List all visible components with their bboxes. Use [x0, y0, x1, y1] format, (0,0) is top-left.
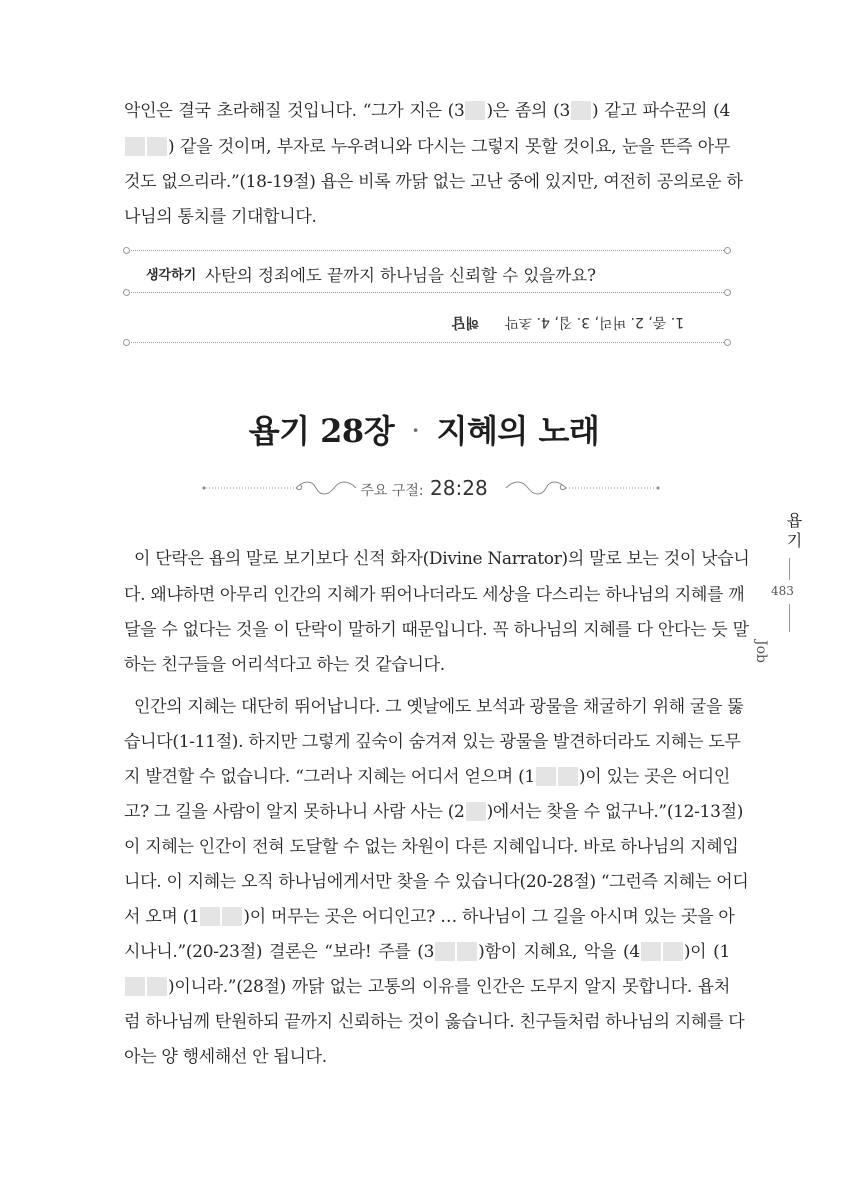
- text-line: 하는 친구들을 어리석다고 하는 것 같습니다.: [124, 655, 445, 675]
- blank: [536, 767, 556, 786]
- text-line: 인간의 지혜는 대단히 뛰어납니다. 그 옛날에도 보석과 광물을 채굴하기 위해 굴을 뚫: [134, 697, 744, 717]
- text-line: 달을 수 없다는 것을 이 단락이 말하기 때문입니다. 꼭 하나님의 지혜를 다 안다는 듯 말: [124, 620, 749, 640]
- blank: [147, 977, 167, 996]
- blank: [147, 137, 167, 156]
- think-label: 생각하기: [146, 268, 197, 283]
- blank: [435, 942, 455, 961]
- blank: [466, 802, 486, 821]
- text-line: 다. 왜냐하면 아무리 인간의 지혜가 뛰어나더라도 세상을 다스리는 하나님의 지혜를 깨: [124, 585, 745, 605]
- text-line: ) 같을 것이며, 부자로 누우려니와 다시는 그렇지 못할 것이요, 눈을 뜬즉 아무: [124, 132, 730, 157]
- divider-end: [724, 247, 731, 254]
- text-line: 지 발견할 수 없습니다. “그러나 지혜는 어디서 얻으며 (1 )이 있는 곳은 어디인: [124, 767, 730, 787]
- text-line: 니다. 이 지혜는 오직 하나님에게서만 찾을 수 있습니다(20-28절) “그런즉 지혜는 어디: [124, 872, 749, 892]
- text-line: 럼 하나님께 탄원하되 끝까지 신뢰하는 것이 옳습니다. 친구들처럼 하나님의 지혜를 다: [124, 1012, 745, 1032]
- answer-key-upside-down: 1. 좀, 2. 버리, 3. 집, 4. 초막해답: [452, 314, 685, 330]
- right-flourish-icon: [494, 476, 662, 500]
- divider: [128, 292, 728, 293]
- text-line: 서 오며 (1 )이 머무는 곳은 어디인고? … 하나님이 그 길을 아시며 있는 곳을 아: [124, 907, 735, 927]
- text-line: 나님의 통치를 기대합니다.: [124, 207, 317, 227]
- text-line: 시나니.”(20-23절) 결론은 “보라! 주를 (3 )함이 지혜요, 악을 (4 )이 (1: [124, 942, 730, 962]
- think-question: 사탄의 정죄에도 끝까지 하나님을 신뢰할 수 있을까요?: [205, 266, 596, 285]
- blank: [571, 101, 591, 120]
- blank: [125, 137, 145, 156]
- divider-end: [123, 289, 130, 296]
- text-line: 이 단락은 욥의 말로 보기보다 신적 화자(Divine Narrator)의 말로 보는 것이 낫습니: [134, 549, 750, 569]
- text-line: 악인은 결국 초라해질 것입니다. “그가 지은 (3 )은 좀의 (3 ) 같고 파수꾼의 (4: [124, 101, 730, 121]
- text-line: )이니라.”(28절) 까닭 없는 고통의 이유를 인간은 도무지 알지 못합니다. 욥처: [124, 972, 730, 997]
- book-name-english: Job: [753, 640, 769, 664]
- divider-end: [724, 289, 731, 296]
- book-name-vertical: 욥기: [784, 512, 803, 552]
- divider: [128, 342, 728, 343]
- divider-end: [724, 339, 731, 346]
- blank: [200, 907, 220, 926]
- sidebar-rule: [789, 558, 790, 580]
- page-number: 483: [771, 584, 794, 598]
- text-line: 것도 없으리라.”(18-19절) 욥은 비록 까닭 없는 고난 중에 있지만, 여전히 공의로운 하: [124, 172, 743, 192]
- blank: [465, 101, 485, 120]
- divider-end: [123, 247, 130, 254]
- key-verse: 주요 구절: 28:28: [360, 476, 488, 500]
- blank: [558, 767, 578, 786]
- text-line: 이 지혜는 인간이 전혀 도달할 수 없는 차원이 다른 지혜입니다. 바로 하나님의 지혜입: [124, 837, 739, 857]
- divider: [128, 250, 728, 251]
- text-line: 습니다(1-11절). 하지만 그렇게 깊숙이 숨겨져 있는 광물을 발견하더라도 지혜는 도무: [124, 732, 741, 752]
- blank: [125, 977, 145, 996]
- text-line: 아는 양 행세해선 안 됩니다.: [124, 1047, 327, 1067]
- divider-end: [123, 339, 130, 346]
- blank: [663, 942, 683, 961]
- blank: [222, 907, 242, 926]
- blank: [641, 942, 661, 961]
- text-line: 고? 그 길을 사람이 알지 못하나니 사람 사는 (2 )에서는 찾을 수 없구나.”(12-13절): [124, 802, 744, 822]
- chapter-title: 욥기 28장 · 지혜의 노래: [248, 412, 600, 450]
- sidebar-rule: [789, 604, 790, 632]
- blank: [457, 942, 477, 961]
